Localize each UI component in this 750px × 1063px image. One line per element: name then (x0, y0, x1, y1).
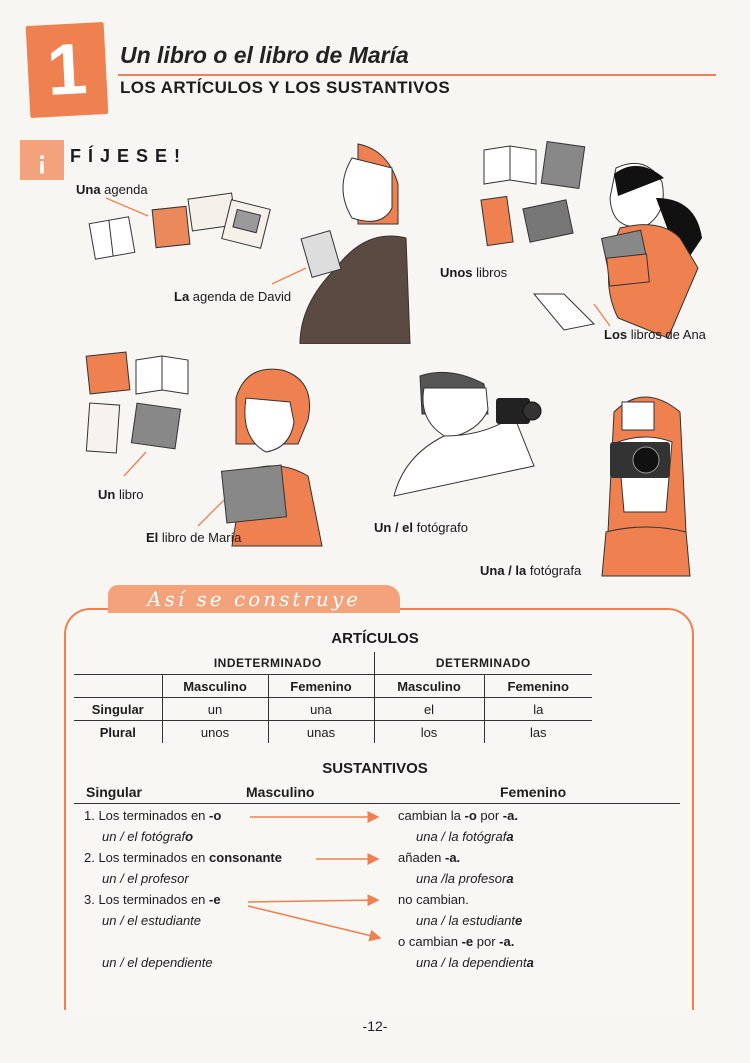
rule-3-fem-example: una / la estudiante (416, 913, 523, 928)
fijese-marker: ¡ (20, 140, 64, 180)
caption-un-el-fotografo: Un / el fotógrafo (374, 520, 468, 535)
construye-banner: Así se construye (108, 585, 400, 613)
page-title: Un libro o el libro de María (120, 42, 409, 68)
rule-1: 1. Los terminados en -o (84, 808, 222, 823)
caption-una-la-fotografa: Una / la fotógrafa (480, 563, 582, 578)
rule-1-fem-example: una / la fotógrafa (416, 829, 514, 844)
rule-2-fem: añaden -a. (398, 850, 461, 865)
caption-una-agenda: Una agenda (76, 182, 148, 197)
rule-2-example: un / el profesor (102, 871, 189, 886)
sustantivos-title: SUSTANTIVOS (322, 760, 428, 777)
caption-los-libros: Los libros de Ana (604, 327, 706, 342)
header-indeterminado: INDETERMINADO (213, 656, 322, 670)
rule-3b-example: un / el dependiente (102, 955, 213, 970)
rule-3-example: un / el estudiante (102, 913, 202, 928)
rule-1-fem: cambian la -o por -a. (398, 808, 518, 823)
cell: una (268, 698, 374, 721)
rule-3b-fem: o cambian -e por -a. (398, 934, 515, 949)
fijese-heading: FÍJESE! (70, 146, 188, 166)
chapter-number: 1 (26, 22, 109, 118)
cell: unas (268, 721, 374, 744)
col-singular: Singular (86, 784, 143, 800)
rule-1-example: un / el fotógrafo (102, 829, 194, 844)
row-label-plural: Plural (99, 724, 136, 740)
cell: los (374, 721, 484, 744)
col-femenino: Femenino (500, 784, 567, 800)
caption-un-libro: Un libro (98, 487, 144, 502)
caption-la-agenda: La agenda de David (174, 289, 292, 304)
cell: el (374, 698, 484, 721)
page-subtitle: LOS ARTÍCULOS Y LOS SUSTANTIVOS (120, 78, 451, 97)
cell: un (162, 698, 268, 721)
cell: las (484, 721, 592, 744)
page-number: -12- (362, 1018, 388, 1034)
rule-3-fem: no cambian. (398, 892, 469, 907)
row-label-singular: Singular (74, 698, 162, 721)
header-masc-indet: Masculino (162, 675, 268, 698)
cell: la (484, 698, 592, 721)
header-fem-indet: Femenino (268, 675, 374, 698)
header-fem-det: Femenino (484, 675, 592, 698)
col-masculino: Masculino (246, 784, 315, 800)
articulos-title: ARTÍCULOS (331, 630, 419, 647)
rule-2-fem-example: una /la profesora (416, 871, 514, 886)
header-determinado: DETERMINADO (374, 652, 592, 675)
caption-el-libro: El libro de María (146, 530, 242, 545)
rule-2: 2. Los terminados en consonante (84, 850, 282, 865)
cell: unos (162, 721, 268, 744)
rule-3b-fem-example: una / la dependienta (416, 955, 534, 970)
header-masc-det: Masculino (374, 675, 484, 698)
rule-3: 3. Los terminados en -e (84, 892, 221, 907)
caption-unos-libros: Unos libros (440, 265, 508, 280)
